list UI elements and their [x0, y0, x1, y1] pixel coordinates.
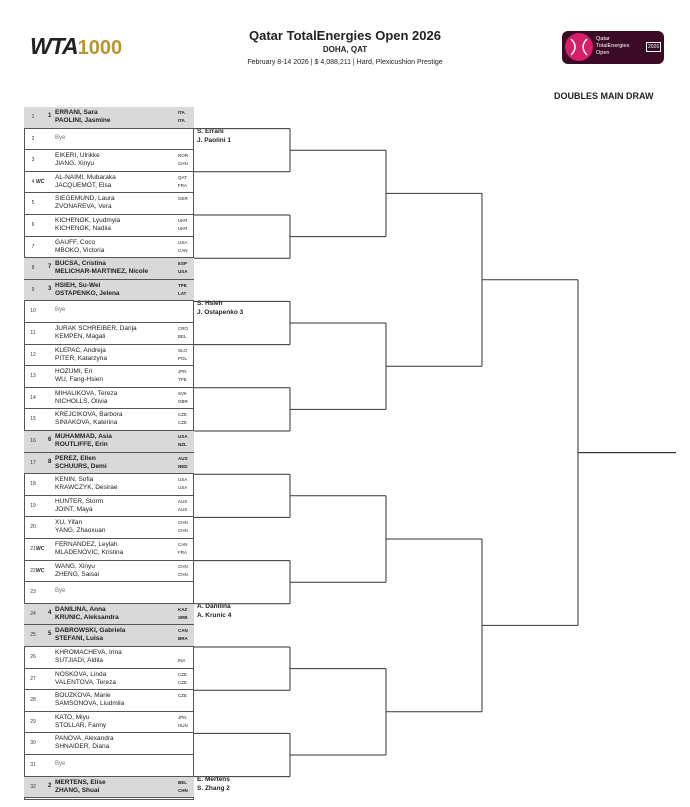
player-name: FERNANDEZ, Leylah	[55, 541, 118, 548]
player-country: JPN	[178, 369, 187, 375]
seed-number: 4	[48, 609, 52, 616]
draw-position: 24	[30, 610, 36, 617]
player-name: SINIAKOVA, Katerina	[55, 419, 118, 427]
player-country: CHN	[178, 787, 188, 793]
player-country: SVK	[178, 390, 188, 396]
player-country: USA	[178, 485, 188, 491]
player-country: CRO	[178, 326, 188, 331]
player-country: NED	[178, 463, 188, 469]
advancing-player: J. Paolini 1	[197, 136, 231, 144]
player-name: KICHENOK, Lyudmyla	[55, 217, 121, 224]
player-name: HOZUMI, Eri	[55, 368, 93, 376]
player-name: STEFANI, Luisa	[55, 635, 104, 643]
player-country: GER	[178, 196, 188, 202]
player-name: YANG, Zhaoxuan	[55, 527, 106, 535]
player-name: MELICHAR-MARTINEZ, Nicole	[55, 268, 149, 276]
draw-position: 3	[31, 157, 35, 164]
wildcard-badge: WC	[36, 567, 45, 574]
player-country: KAZ	[178, 606, 188, 612]
seed-number: 8	[48, 458, 52, 465]
draw-position: 28	[30, 697, 36, 704]
player-country: CHN	[178, 528, 188, 534]
player-country: FRA	[178, 550, 187, 555]
player-country: CHN	[178, 161, 188, 167]
player-name: NOSKOVA, Linda	[55, 670, 107, 678]
seed-number: 1	[48, 113, 52, 119]
player-name: STOLLAR, Fanny	[55, 721, 107, 729]
wildcard-badge: WC	[36, 546, 45, 552]
qatar-logo-text: Qatar TotalEnergies Open	[596, 36, 630, 56]
advancing-player: S. Zhang 2	[197, 784, 230, 792]
draw-position: 11	[30, 330, 36, 336]
advancing-player: E. Mertens	[197, 775, 230, 783]
draw-position: 15	[30, 416, 36, 423]
player-country: QAT	[178, 174, 187, 180]
player-name: SAMSONOVA, Liudmila	[55, 700, 125, 708]
player-name: ZHANG, Shuai	[55, 786, 100, 794]
player-name: MIHALIKOVA, Tereza	[55, 389, 118, 397]
player-name: KEMPEN, Magali	[55, 333, 106, 340]
player-country: ESP	[178, 261, 188, 267]
player-name: DABROWSKI, Gabriela	[55, 627, 126, 635]
draw-position: 9	[31, 286, 35, 293]
player-name: PITER, Katarzyna	[55, 354, 108, 362]
player-country: CZE	[178, 679, 187, 685]
bye-label: Bye	[55, 134, 66, 141]
player-country: SRB	[178, 614, 188, 620]
player-name: MUHAMMAD, Asia	[55, 433, 112, 440]
player-name: KICHENOK, Nadiia	[55, 225, 111, 232]
player-country: HUN	[178, 722, 188, 728]
draw-position: 2	[31, 135, 35, 142]
player-country: JPN	[178, 714, 187, 720]
player-name: NICHOLLS, Olivia	[55, 397, 108, 405]
draw-position: 13	[30, 373, 36, 380]
player-name: ERRANI, Sara	[55, 109, 98, 116]
draw-position: 22	[30, 567, 36, 574]
player-name: WANG, Xinyu	[55, 562, 95, 570]
player-country: FRA	[178, 182, 187, 188]
player-name: ZVONAREVA, Vera	[55, 203, 112, 211]
player-country: CZE	[178, 412, 187, 418]
player-country: USA	[178, 239, 188, 245]
player-country: GBR	[178, 398, 188, 404]
player-name: KREJCIKOVA, Barbora	[55, 411, 123, 419]
player-country: CAN	[178, 542, 188, 547]
draw-position: 21	[30, 546, 36, 552]
player-name: BUCSA, Cristina	[55, 260, 106, 268]
draw-position: 29	[30, 718, 36, 725]
wildcard-badge: WC	[36, 178, 45, 185]
player-country: AUS	[178, 498, 188, 504]
player-country: AUS	[178, 455, 188, 461]
player-name: KLEPAC, Andreja	[55, 346, 106, 354]
player-name: WU, Fang-Hsien	[55, 376, 104, 384]
player-country: UKR	[178, 218, 188, 223]
player-country: SLO	[178, 347, 188, 353]
player-country: TPE	[178, 377, 187, 383]
draw-label: DOUBLES MAIN DRAW	[554, 91, 654, 101]
draw-position: 10	[30, 308, 36, 315]
bye-label: Bye	[55, 307, 66, 314]
player-name: XU, Yifan	[55, 519, 83, 527]
player-country: ITA	[178, 118, 185, 123]
player-name: JIANG, Xinyu	[55, 160, 95, 168]
draw-position: 4	[31, 178, 35, 185]
player-name: MERTENS, Elise	[55, 778, 106, 786]
player-country: INA	[178, 658, 186, 663]
advancing-player: A. Krunic 4	[197, 611, 232, 619]
seed-number: 5	[48, 631, 52, 638]
player-name: SHNAIDER, Diana	[55, 743, 110, 751]
advancing-player: A. Danilina	[197, 602, 231, 610]
draw-position: 7	[31, 243, 35, 250]
seed-number: 7	[48, 264, 52, 271]
player-country: LAT	[178, 290, 187, 296]
advancing-player: J. Ostapenko 3	[197, 309, 244, 317]
player-country: CAN	[178, 247, 188, 253]
player-name: JACQUEMOT, Elsa	[55, 181, 112, 189]
player-name: MLADENOVIC, Kristina	[55, 549, 124, 556]
player-name: MBOKO, Victoria	[55, 246, 105, 254]
tournament-title: Qatar TotalEnergies Open 2026	[249, 28, 441, 43]
player-country: POL	[178, 355, 188, 361]
tournament-location: DOHA, QAT	[322, 45, 368, 54]
seed-number: 3	[48, 285, 52, 292]
draw-position: 16	[30, 438, 36, 444]
player-name: EIKERI, Ulrikke	[55, 152, 100, 160]
player-country: BRA	[178, 636, 188, 642]
player-country: CHN	[178, 563, 188, 569]
player-country: CZE	[178, 420, 187, 426]
draw-position: 8	[31, 265, 35, 272]
draw-position: 20	[30, 524, 36, 531]
player-country: CZE	[178, 671, 187, 677]
wta-1000-logo: WTA1000	[30, 33, 123, 59]
player-name: ROUTLIFFE, Erin	[55, 441, 108, 448]
player-name: PEREZ, Ellen	[55, 454, 96, 462]
advancing-player: S. Errani	[197, 127, 224, 135]
player-name: AL-NAIMI, Mubaraka	[55, 173, 116, 181]
tournament-info: February 8-14 2026 | $ 4,088,211 | Hard, Plexicushion Prestige	[247, 59, 443, 66]
player-name: SCHUURS, Demi	[55, 462, 107, 470]
draw-position: 6	[31, 222, 35, 228]
draw-position: 23	[30, 589, 36, 596]
player-country: BEL	[178, 779, 187, 785]
player-name: KATO, Miyu	[55, 713, 90, 721]
draw-position: 18	[30, 481, 36, 488]
player-country: NZL	[178, 442, 187, 447]
draw-position: 27	[30, 675, 36, 682]
player-name: JURAK SCHREIBER, Darija	[55, 325, 137, 332]
bye-label: Bye	[55, 588, 66, 595]
qatar-logo-year: 2026	[648, 44, 660, 50]
draw-position: 25	[30, 632, 36, 639]
player-name: KHROMACHEVA, Irina	[55, 649, 122, 656]
player-name: PANOVA, Alexandra	[55, 735, 114, 743]
seed-number: 2	[48, 782, 52, 789]
draw-position: 17	[30, 459, 36, 466]
player-name: KRUNIC, Aleksandra	[55, 613, 119, 621]
player-name: PAOLINI, Jasmine	[55, 117, 111, 124]
player-name: ZHENG, Saisai	[55, 570, 100, 578]
bye-label: Bye	[55, 761, 66, 767]
advancing-player: S. Hsieh	[197, 300, 223, 308]
draw-position: 19	[30, 502, 36, 509]
player-country: CHN	[178, 571, 188, 577]
player-country: TPE	[178, 282, 187, 288]
player-country: USA	[178, 269, 188, 275]
player-name: VALENTOVA, Tereza	[55, 678, 116, 686]
player-country: USA	[178, 477, 188, 483]
player-name: HUNTER, Storm	[55, 497, 104, 505]
player-country: CAN	[178, 628, 188, 634]
player-country: UKR	[178, 226, 188, 231]
draw-position: 30	[30, 740, 36, 747]
player-name: SIEGEMUND, Laura	[55, 195, 115, 203]
draw-position: 1	[31, 114, 35, 120]
player-name: BOUZKOVA, Marie	[55, 692, 111, 700]
draw-position: 31	[30, 762, 36, 768]
player-name: HSIEH, Su-Wei	[55, 281, 101, 289]
player-name: JOINT, Maya	[55, 505, 93, 513]
player-country: USA	[178, 434, 188, 439]
draw-position: 12	[30, 351, 36, 358]
player-country: CZE	[178, 693, 187, 699]
draw-position: 32	[30, 783, 36, 790]
player-country: NOR	[178, 153, 188, 159]
player-name: KENIN, Sofia	[55, 476, 94, 484]
draw-position: 14	[30, 394, 36, 401]
draw-position: 26	[30, 654, 36, 660]
player-country: AUS	[178, 506, 188, 512]
seed-number: 6	[48, 437, 52, 443]
player-name: DANILINA, Anna	[55, 605, 106, 613]
player-country: CHN	[178, 520, 188, 526]
player-country: ITA	[178, 110, 185, 115]
player-name: GAUFF, Coco	[55, 238, 96, 246]
player-name: OSTAPENKO, Jelena	[55, 289, 120, 297]
player-country: BEL	[178, 334, 187, 339]
draw-position: 5	[31, 200, 35, 207]
player-name: KRAWCZYK, Desirae	[55, 484, 118, 492]
player-name: SUTJIADI, Aldila	[55, 657, 104, 664]
